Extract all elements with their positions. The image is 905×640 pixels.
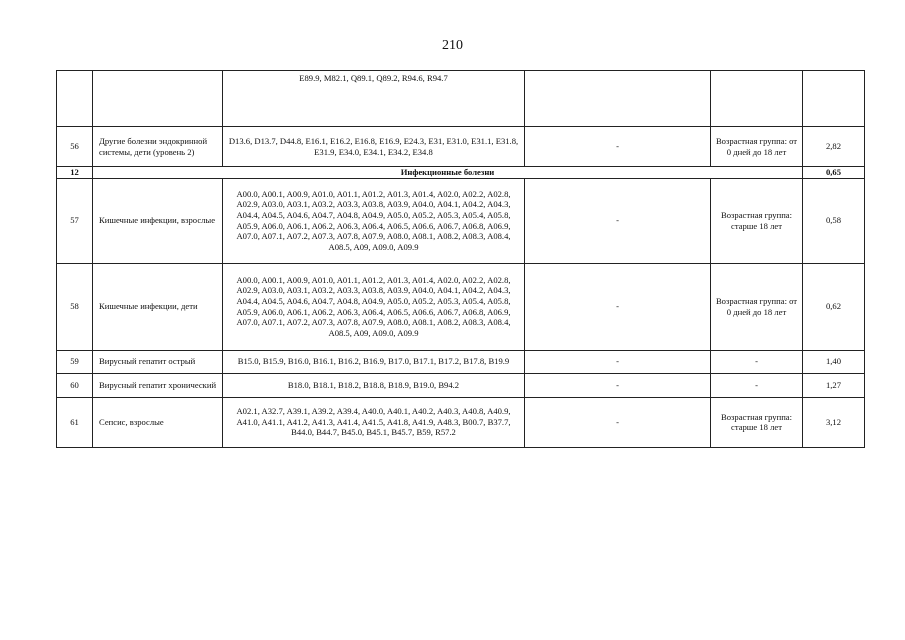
cell-name: Кишечные инфекции, взрослые [93,178,223,263]
cell-num: 56 [57,127,93,167]
cell-codes: B15.0, B15.9, B16.0, B16.1, B16.2, B16.9, B17.0, B17.1, B17.2, B17.8, B19.9 [223,350,525,373]
cell-dash: - [525,350,711,373]
cell-coef: 0,58 [803,178,865,263]
cell-dash: - [525,178,711,263]
section-num: 12 [57,167,93,179]
table-row [57,127,865,167]
cell-name: Вирусный гепатит острый [93,350,223,373]
section-coef: 0,65 [803,167,865,179]
cell-codes: A00.0, A00.1, A00.9, A01.0, A01.1, A01.2, A01.3, A01.4, A02.0, A02.2, A02.8, A02.9, A03.0, A03.1, A03.2, A03.3, A03.8, A03.9, A04.0, A04.1, A04.2, A04.3, A04.4, A04.5, A04.6, A04.7, A04.8, A04.9, A05.0, A05.2, A05.3, A05.4, A05.8, A05.9, A06.0, A06.1, A06.2, A06.3, A06.4, A06.5, A06.6, A06.7, A06.8, A06.9, A07.0, A07.1, A07.2, A07.3, A07.8, A07.9, A08.0, A08.1, A08.2, A08.3, A08.4, A08.5, A09, A09.0, A09.9 [223,178,525,263]
table-row-continuation [57,71,865,127]
cell-codes: E89.9, M82.1, Q89.1, Q89.2, R94.6, R94.7 [223,71,525,127]
cell-num: 59 [57,350,93,373]
table-row [57,373,865,397]
cell-num: 61 [57,397,93,447]
cell-dash: - [525,263,711,350]
section-row [57,167,865,179]
cell-num: 60 [57,373,93,397]
cell-age: Возрастная группа: старше 18 лет [711,397,803,447]
table-row [57,178,865,263]
cell-codes: B18.0, B18.1, B18.2, B18.8, B18.9, B19.0, B94.2 [223,373,525,397]
cell-codes: D13.6, D13.7, D44.8, E16.1, E16.2, E16.8, E16.9, E24.3, E31, E31.0, E31.1, E31.8, E31.9, E34.0, E34.1, E34.2, E34.8 [223,127,525,167]
cell-dash: - [525,127,711,167]
cell-name: Вирусный гепатит хронический [93,373,223,397]
cell-num [57,71,93,127]
cell-name: Другие болезни эндокринной системы, дети (уровень 2) [93,127,223,167]
cell-dash [525,71,711,127]
cell-coef [803,71,865,127]
cell-codes: A02.1, A32.7, A39.1, A39.2, A39.4, A40.0, A40.1, A40.2, A40.3, A40.8, A40.9, A41.0, A41.1, A41.2, A41.3, A41.4, A41.5, A41.8, A41.9, A48.3, B00.7, B37.7, B44.0, B44.7, B45.0, B45.1, B45.7, B59, R57.2 [223,397,525,447]
cell-age: Возрастная группа: от 0 дней до 18 лет [711,127,803,167]
cell-num: 57 [57,178,93,263]
cell-coef: 0,62 [803,263,865,350]
cell-age [711,71,803,127]
cell-age: - [711,373,803,397]
table-row [57,350,865,373]
cell-age: Возрастная группа: от 0 дней до 18 лет [711,263,803,350]
cell-name [93,71,223,127]
cell-coef: 3,12 [803,397,865,447]
cell-coef: 1,40 [803,350,865,373]
cell-age: Возрастная группа: старше 18 лет [711,178,803,263]
cell-num: 58 [57,263,93,350]
section-title: Инфекционные болезни [93,167,803,179]
cell-coef: 2,82 [803,127,865,167]
cell-dash: - [525,397,711,447]
ksg-table [56,70,865,448]
page-number: 210 [442,38,463,53]
table-row [57,397,865,447]
cell-coef: 1,27 [803,373,865,397]
cell-name: Кишечные инфекции, дети [93,263,223,350]
table-row [57,263,865,350]
cell-codes: A00.0, A00.1, A00.9, A01.0, A01.1, A01.2, A01.3, A01.4, A02.0, A02.2, A02.8, A02.9, A03.0, A03.1, A03.2, A03.3, A03.8, A03.9, A04.0, A04.1, A04.2, A04.3, A04.4, A04.5, A04.6, A04.7, A04.8, A04.9, A05.0, A05.2, A05.3, A05.4, A05.8, A05.9, A06.0, A06.1, A06.2, A06.3, A06.4, A06.5, A06.6, A06.7, A06.8, A06.9, A07.0, A07.1, A07.2, A07.3, A07.8, A07.9, A08.0, A08.1, A08.2, A08.3, A08.4, A08.5, A09, A09.0, A09.9 [223,263,525,350]
cell-name: Сепсис, взрослые [93,397,223,447]
cell-dash: - [525,373,711,397]
cell-age: - [711,350,803,373]
